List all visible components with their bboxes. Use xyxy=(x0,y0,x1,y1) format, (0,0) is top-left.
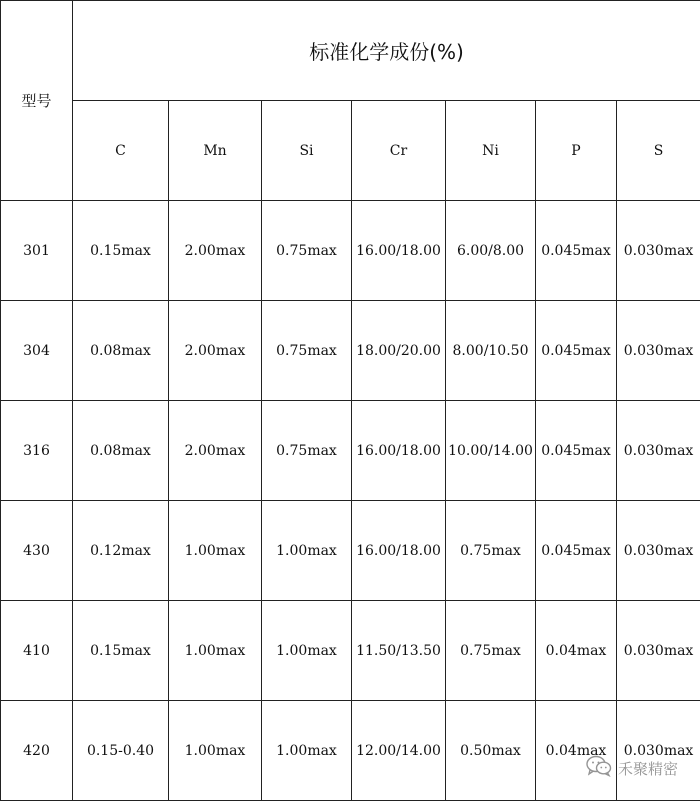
table-row xyxy=(1,601,700,701)
model-cell: 420 xyxy=(1,701,73,801)
table-row xyxy=(1,301,700,401)
table-cell: 0.50max xyxy=(446,701,536,801)
table-cell: 18.00/20.00 xyxy=(352,301,446,401)
element-header-p: P xyxy=(536,101,617,201)
table-cell: 12.00/14.00 xyxy=(352,701,446,801)
table-cell: 1.00max xyxy=(169,501,262,601)
table-cell: 1.00max xyxy=(262,601,352,701)
table-cell: 0.75max xyxy=(446,601,536,701)
table-row xyxy=(1,701,700,801)
table-row xyxy=(1,201,700,301)
table-cell: 0.75max xyxy=(262,401,352,501)
table-cell: 16.00/18.00 xyxy=(352,201,446,301)
element-header-ni: Ni xyxy=(446,101,536,201)
table-cell: 1.00max xyxy=(262,501,352,601)
table-cell: 2.00max xyxy=(169,401,262,501)
table-cell: 1.00max xyxy=(169,701,262,801)
table-cell: 0.030max xyxy=(617,601,700,701)
table-cell: 0.030max xyxy=(617,201,700,301)
model-cell: 316 xyxy=(1,401,73,501)
element-header-mn: Mn xyxy=(169,101,262,201)
table-cell: 0.08max xyxy=(73,401,169,501)
element-header-row xyxy=(1,101,700,201)
table-cell: 0.04max xyxy=(536,701,617,801)
table-cell: 0.030max xyxy=(617,501,700,601)
table-cell: 0.15max xyxy=(73,601,169,701)
table-cell: 0.08max xyxy=(73,301,169,401)
table-cell: 0.045max xyxy=(536,301,617,401)
model-cell: 430 xyxy=(1,501,73,601)
model-cell: 301 xyxy=(1,201,73,301)
table-title: 标准化学成份(%) xyxy=(73,1,700,101)
table-row xyxy=(1,501,700,601)
table-cell: 16.00/18.00 xyxy=(352,401,446,501)
model-header: 型号 xyxy=(1,1,73,201)
table-cell: 1.00max xyxy=(169,601,262,701)
table-cell: 0.75max xyxy=(446,501,536,601)
wechat-icon xyxy=(586,755,612,781)
table-cell: 6.00/8.00 xyxy=(446,201,536,301)
table-cell: 11.50/13.50 xyxy=(352,601,446,701)
table-cell: 10.00/14.00 xyxy=(446,401,536,501)
table-cell: 1.00max xyxy=(262,701,352,801)
element-header-s: S xyxy=(617,101,700,201)
element-header-cr: Cr xyxy=(352,101,446,201)
table-cell: 0.75max xyxy=(262,201,352,301)
table-cell: 0.030max xyxy=(617,701,700,801)
table-cell: 0.030max xyxy=(617,401,700,501)
table-row xyxy=(1,401,700,501)
watermark xyxy=(586,755,678,781)
table-cell: 0.045max xyxy=(536,401,617,501)
element-header-c: C xyxy=(73,101,169,201)
table-cell: 8.00/10.50 xyxy=(446,301,536,401)
table-cell: 0.75max xyxy=(262,301,352,401)
element-header-si: Si xyxy=(262,101,352,201)
table-cell: 0.12max xyxy=(73,501,169,601)
table-cell: 0.045max xyxy=(536,201,617,301)
watermark-text: 禾聚精密 xyxy=(617,759,678,778)
table-cell: 2.00max xyxy=(169,201,262,301)
title-row xyxy=(1,1,700,101)
table-cell: 2.00max xyxy=(169,301,262,401)
table-cell: 16.00/18.00 xyxy=(352,501,446,601)
table-cell: 0.030max xyxy=(617,301,700,401)
table-cell: 0.04max xyxy=(536,601,617,701)
model-cell: 410 xyxy=(1,601,73,701)
model-cell: 304 xyxy=(1,301,73,401)
table-cell: 0.15-0.40 xyxy=(73,701,169,801)
table-cell: 0.045max xyxy=(536,501,617,601)
table-cell: 0.15max xyxy=(73,201,169,301)
